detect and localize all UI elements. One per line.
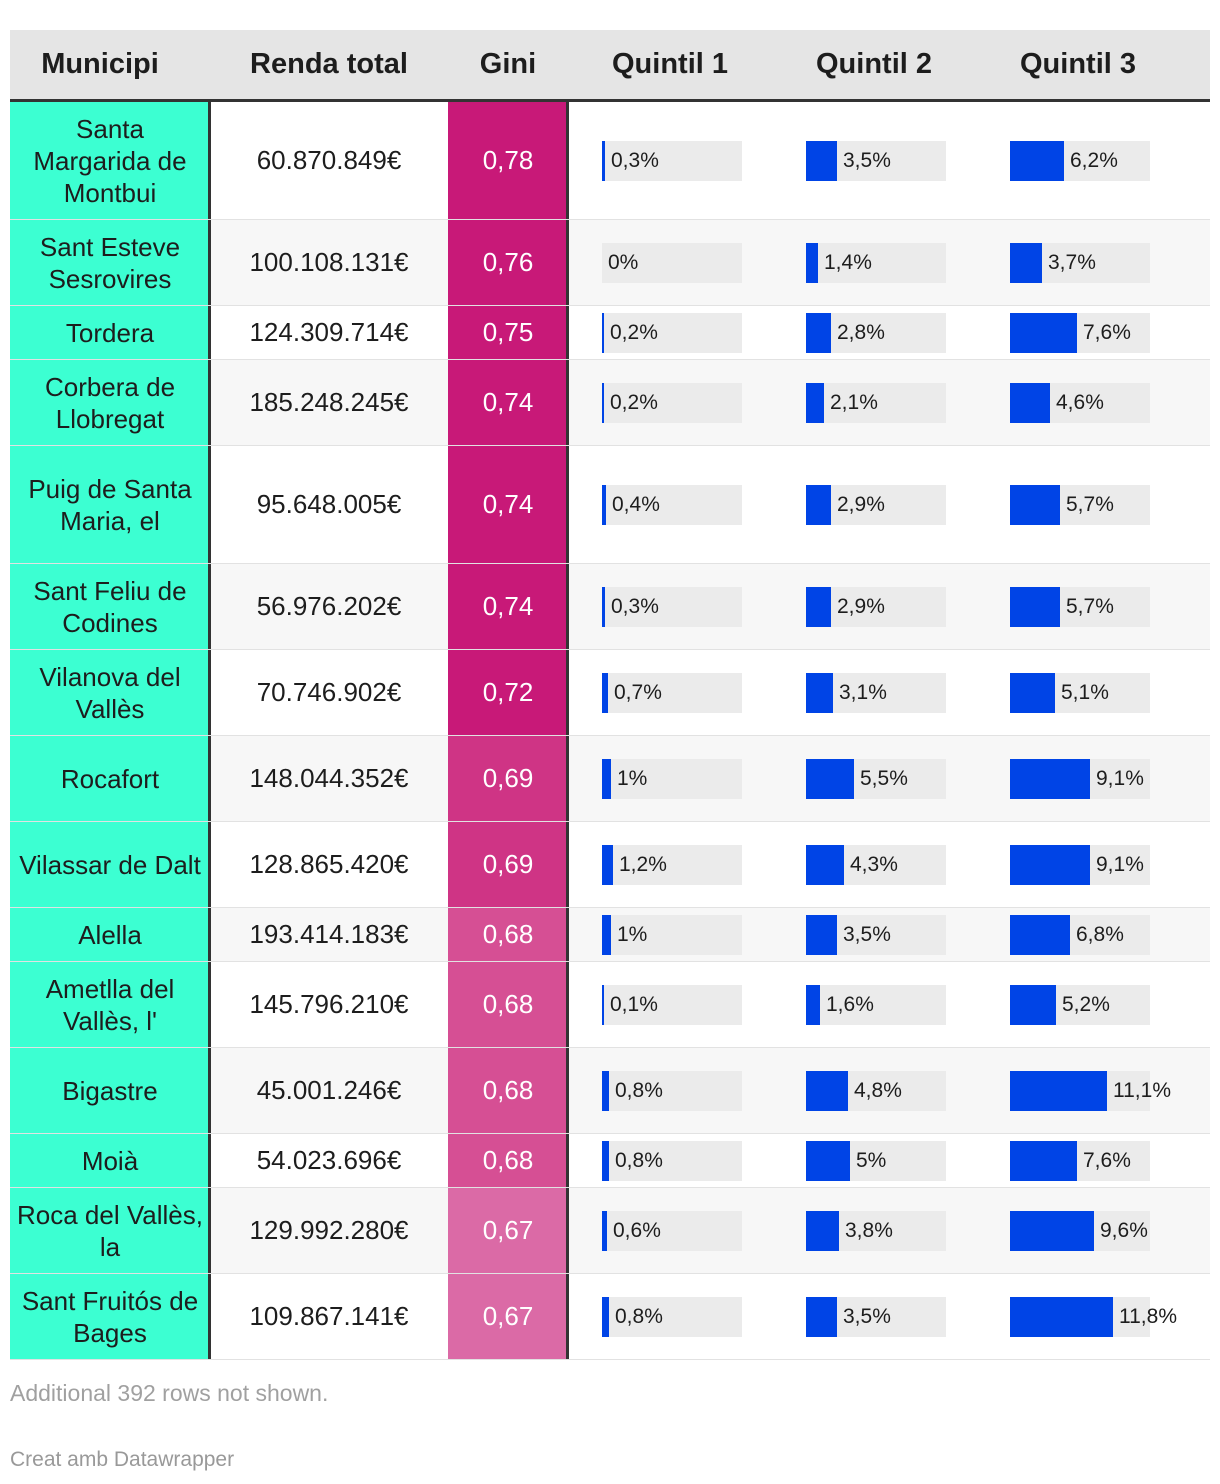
- quintil-3-bar: [1010, 485, 1060, 525]
- renda-total-cell: 193.414.183€: [249, 919, 409, 949]
- municipi-cell: Puig de Santa Maria, el: [10, 446, 210, 563]
- quintil-2-bar: [806, 383, 824, 423]
- table-row: [10, 1274, 1210, 1360]
- quintil-1-label: 1%: [617, 922, 648, 946]
- quintil-3-bar: [1010, 985, 1056, 1025]
- quintil-3-bar: [1010, 1211, 1094, 1251]
- quintil-1-bar: [602, 141, 605, 181]
- quintil-2-bar-track: [806, 1211, 946, 1251]
- quintil-3-bar: [1010, 845, 1090, 885]
- rows-not-shown-note: Additional 392 rows not shown.: [10, 1380, 329, 1406]
- quintil-3-bar-track: [1010, 1211, 1150, 1251]
- renda-total-cell: 54.023.696€: [256, 1145, 402, 1175]
- renda-total-cell: 145.796.210€: [249, 989, 409, 1019]
- renda-total-cell: 56.976.202€: [256, 591, 402, 621]
- quintil-2-label: 1,6%: [826, 992, 874, 1016]
- quintil-1-label: 0%: [608, 250, 639, 274]
- municipi-cell: Rocafort: [10, 736, 210, 821]
- quintil-2-bar: [806, 141, 837, 181]
- quintil-1-bar: [602, 759, 611, 799]
- quintil-1-label: 0,2%: [610, 320, 658, 344]
- quintil-3-bar-track: [1010, 845, 1150, 885]
- table-row: [10, 446, 1210, 564]
- quintil-2-bar: [806, 985, 820, 1025]
- gini-cell: 0,68: [448, 1134, 568, 1187]
- column-divider: [566, 220, 569, 305]
- quintil-3-label: 7,6%: [1083, 320, 1131, 344]
- gini-cell: 0,68: [448, 908, 568, 961]
- quintil-2-bar-track: [806, 915, 946, 955]
- table-row: [10, 908, 1210, 962]
- column-divider: [566, 962, 569, 1047]
- table-row: [10, 564, 1210, 650]
- quintil-3-bar: [1010, 759, 1090, 799]
- renda-total-cell: 124.309.714€: [249, 317, 409, 347]
- table-row: [10, 1048, 1210, 1134]
- quintil-1-bar-track: [602, 383, 742, 423]
- quintil-2-label: 3,5%: [843, 922, 891, 946]
- municipi-cell: Roca del Vallès, la: [10, 1188, 210, 1273]
- quintil-1-bar-track: [602, 845, 742, 885]
- quintil-2-bar: [806, 845, 844, 885]
- datawrapper-credit: Creat amb Datawrapper: [10, 1448, 235, 1471]
- municipi-cell: Sant Fruitós de Bages: [10, 1274, 210, 1359]
- gini-cell: 0,69: [448, 736, 568, 821]
- municipi-cell: Vilanova del Vallès: [10, 650, 210, 735]
- quintil-3-bar: [1010, 313, 1077, 353]
- column-divider: [566, 1134, 569, 1187]
- quintil-2-bar-track: [806, 759, 946, 799]
- quintil-1-bar-track: [602, 243, 742, 283]
- column-divider: [566, 822, 569, 907]
- quintil-1-label: 0,1%: [610, 992, 658, 1016]
- quintil-2-bar-track: [806, 141, 946, 181]
- municipi-cell: Santa Margarida de Montbui: [10, 102, 210, 219]
- renda-total-cell: 100.108.131€: [249, 247, 409, 277]
- quintil-3-bar: [1010, 243, 1042, 283]
- table-header: [10, 30, 1210, 102]
- quintil-1-bar-track: [602, 485, 742, 525]
- quintil-2-bar: [806, 915, 837, 955]
- table-row: [10, 822, 1210, 908]
- quintil-2-label: 4,3%: [850, 852, 898, 876]
- quintil-3-label: 5,7%: [1066, 594, 1114, 618]
- gini-cell: 0,68: [448, 1048, 568, 1133]
- quintil-1-bar: [602, 1071, 609, 1111]
- quintil-3-label: 7,6%: [1083, 1148, 1131, 1172]
- gini-cell: 0,74: [448, 360, 568, 445]
- quintil-3-label: 11,1%: [1113, 1078, 1171, 1102]
- quintil-1-bar: [602, 1211, 607, 1251]
- quintil-2-bar: [806, 673, 833, 713]
- gini-cell: 0,67: [448, 1274, 568, 1359]
- quintil-3-label: 5,7%: [1066, 492, 1114, 516]
- table-row: [10, 220, 1210, 306]
- quintil-1-label: 0,2%: [610, 390, 658, 414]
- table-row: [10, 736, 1210, 822]
- quintil-1-bar: [602, 673, 608, 713]
- quintil-3-bar-track: [1010, 985, 1150, 1025]
- quintil-2-bar: [806, 587, 831, 627]
- quintil-3-bar: [1010, 915, 1070, 955]
- quintil-3-bar: [1010, 587, 1060, 627]
- quintil-2-label: 2,1%: [830, 390, 878, 414]
- quintil-3-bar-track: [1010, 587, 1150, 627]
- quintil-2-bar-track: [806, 243, 946, 283]
- quintil-1-bar: [602, 485, 606, 525]
- quintil-2-bar: [806, 1141, 850, 1181]
- quintil-1-bar: [602, 845, 613, 885]
- column-divider: [566, 650, 569, 735]
- quintil-1-bar-track: [602, 915, 742, 955]
- quintil-1-bar-track: [602, 985, 742, 1025]
- column-divider: [566, 102, 569, 219]
- quintil-3-label: 4,6%: [1056, 390, 1104, 414]
- quintil-2-bar-track: [806, 313, 946, 353]
- data-table: [10, 30, 1210, 1360]
- gini-cell: 0,75: [448, 306, 568, 359]
- column-divider: [566, 564, 569, 649]
- quintil-3-label: 9,1%: [1096, 766, 1144, 790]
- column-divider: [566, 736, 569, 821]
- gini-cell: 0,78: [448, 102, 568, 219]
- quintil-2-label: 1,4%: [824, 250, 872, 274]
- renda-total-cell: 128.865.420€: [249, 849, 409, 879]
- quintil-2-bar-track: [806, 1071, 946, 1111]
- column-divider: [566, 1188, 569, 1273]
- quintil-2-bar-track: [806, 985, 946, 1025]
- quintil-3-bar-track: [1010, 485, 1150, 525]
- quintil-1-label: 0,3%: [611, 148, 659, 172]
- renda-total-cell: 70.746.902€: [256, 677, 402, 707]
- quintil-1-label: 1%: [617, 766, 648, 790]
- quintil-3-bar-track: [1010, 759, 1150, 799]
- quintil-1-bar: [602, 985, 604, 1025]
- quintil-2-bar-track: [806, 673, 946, 713]
- quintil-1-label: 0,8%: [615, 1078, 663, 1102]
- quintil-1-bar-track: [602, 313, 742, 353]
- quintil-1-bar: [602, 587, 605, 627]
- table-row: [10, 306, 1210, 360]
- quintil-3-bar: [1010, 383, 1050, 423]
- column-divider: [566, 908, 569, 961]
- quintil-2-label: 2,8%: [837, 320, 885, 344]
- quintil-1-bar: [602, 1297, 609, 1337]
- quintil-1-bar-track: [602, 587, 742, 627]
- quintil-3-bar-track: [1010, 673, 1150, 713]
- quintil-3-bar-track: [1010, 383, 1150, 423]
- municipi-cell: Alella: [10, 908, 210, 961]
- municipi-cell: Bigastre: [10, 1048, 210, 1133]
- header-municipi[interactable]: Municipi: [41, 48, 159, 80]
- quintil-3-bar: [1010, 1297, 1113, 1337]
- header-quintil-3[interactable]: Quintil 3: [1020, 48, 1136, 80]
- quintil-2-bar: [806, 243, 818, 283]
- table-row: [10, 102, 1210, 220]
- municipi-cell: Ametlla del Vallès, l': [10, 962, 210, 1047]
- municipi-cell: Vilassar de Dalt: [10, 822, 210, 907]
- quintil-1-bar-track: [602, 141, 742, 181]
- renda-total-cell: 109.867.141€: [249, 1301, 409, 1331]
- quintil-1-bar: [602, 915, 611, 955]
- column-divider: [566, 446, 569, 563]
- table-row: [10, 1188, 1210, 1274]
- table-row: [10, 1134, 1210, 1188]
- municipi-cell: Tordera: [10, 306, 210, 359]
- gini-cell: 0,68: [448, 962, 568, 1047]
- quintil-3-label: 9,1%: [1096, 852, 1144, 876]
- quintil-1-bar: [602, 313, 604, 353]
- municipi-cell: Corbera de Llobregat: [10, 360, 210, 445]
- quintil-2-label: 4,8%: [854, 1078, 902, 1102]
- quintil-1-label: 0,4%: [612, 492, 660, 516]
- quintil-2-bar-track: [806, 587, 946, 627]
- municipi-cell: Sant Esteve Sesrovires: [10, 220, 210, 305]
- header-quintil-2[interactable]: Quintil 2: [816, 48, 932, 80]
- quintil-2-bar-track: [806, 1141, 946, 1181]
- quintil-3-bar: [1010, 1071, 1107, 1111]
- renda-total-cell: 129.992.280€: [249, 1215, 409, 1245]
- quintil-1-bar-track: [602, 1297, 742, 1337]
- gini-cell: 0,67: [448, 1188, 568, 1273]
- quintil-3-bar-track: [1010, 313, 1150, 353]
- quintil-3-bar-track: [1010, 915, 1150, 955]
- gini-cell: 0,76: [448, 220, 568, 305]
- renda-total-cell: 148.044.352€: [249, 763, 409, 793]
- quintil-1-label: 0,6%: [613, 1218, 661, 1242]
- header-renda-total[interactable]: Renda total: [250, 48, 408, 80]
- quintil-3-label: 3,7%: [1048, 250, 1096, 274]
- column-divider: [566, 360, 569, 445]
- quintil-2-label: 5%: [856, 1148, 887, 1172]
- quintil-2-label: 2,9%: [837, 492, 885, 516]
- quintil-1-bar: [602, 383, 604, 423]
- quintil-2-bar: [806, 485, 831, 525]
- quintil-1-bar-track: [602, 759, 742, 799]
- quintil-2-label: 3,8%: [845, 1218, 893, 1242]
- quintil-3-label: 9,6%: [1100, 1218, 1148, 1242]
- municipi-cell: Moià: [10, 1134, 210, 1187]
- quintil-3-label: 11,8%: [1119, 1304, 1177, 1328]
- quintil-2-label: 2,9%: [837, 594, 885, 618]
- table-body: [10, 102, 1210, 1360]
- quintil-1-bar-track: [602, 1211, 742, 1251]
- gini-cell: 0,74: [448, 564, 568, 649]
- quintil-2-bar: [806, 313, 831, 353]
- renda-total-cell: 60.870.849€: [256, 145, 402, 175]
- quintil-3-label: 6,2%: [1070, 148, 1118, 172]
- quintil-1-label: 1,2%: [619, 852, 667, 876]
- quintil-3-bar-track: [1010, 1141, 1150, 1181]
- renda-total-cell: 45.001.246€: [256, 1075, 402, 1105]
- quintil-2-bar-track: [806, 383, 946, 423]
- quintil-3-label: 6,8%: [1076, 922, 1124, 946]
- municipi-cell: Sant Feliu de Codines: [10, 564, 210, 649]
- table-row: [10, 650, 1210, 736]
- quintil-1-bar: [602, 1141, 609, 1181]
- column-divider: [566, 306, 569, 359]
- quintil-1-label: 0,8%: [615, 1148, 663, 1172]
- quintil-2-label: 3,5%: [843, 148, 891, 172]
- gini-cell: 0,74: [448, 446, 568, 563]
- quintil-3-bar: [1010, 141, 1064, 181]
- quintil-1-label: 0,7%: [614, 680, 662, 704]
- quintil-1-bar-track: [602, 1141, 742, 1181]
- quintil-2-label: 3,1%: [839, 680, 887, 704]
- quintil-1-bar-track: [602, 673, 742, 713]
- quintil-2-bar-track: [806, 1297, 946, 1337]
- table-row: [10, 360, 1210, 446]
- quintil-2-bar-track: [806, 845, 946, 885]
- quintil-2-label: 5,5%: [860, 766, 908, 790]
- quintil-2-bar: [806, 759, 854, 799]
- gini-cell: 0,69: [448, 822, 568, 907]
- quintil-1-label: 0,8%: [615, 1304, 663, 1328]
- quintil-3-bar-track: [1010, 1071, 1171, 1111]
- table-row: [10, 962, 1210, 1048]
- quintil-2-bar: [806, 1071, 848, 1111]
- quintil-1-label: 0,3%: [611, 594, 659, 618]
- quintil-3-bar-track: [1010, 141, 1150, 181]
- gini-cell: 0,72: [448, 650, 568, 735]
- quintil-2-bar: [806, 1211, 839, 1251]
- column-divider: [566, 1274, 569, 1359]
- renda-total-cell: 185.248.245€: [249, 387, 409, 417]
- quintil-3-label: 5,2%: [1062, 992, 1110, 1016]
- quintil-3-bar: [1010, 673, 1055, 713]
- quintil-2-label: 3,5%: [843, 1304, 891, 1328]
- renda-total-cell: 95.648.005€: [256, 489, 402, 519]
- quintil-3-bar: [1010, 1141, 1077, 1181]
- column-divider: [566, 1048, 569, 1133]
- header-quintil-1[interactable]: Quintil 1: [612, 48, 728, 80]
- quintil-3-bar-track: [1010, 1297, 1177, 1337]
- quintil-2-bar-track: [806, 485, 946, 525]
- quintil-1-bar-track: [602, 1071, 742, 1111]
- quintil-3-label: 5,1%: [1061, 680, 1109, 704]
- quintil-2-bar: [806, 1297, 837, 1337]
- header-gini[interactable]: Gini: [479, 48, 537, 80]
- quintil-3-bar-track: [1010, 243, 1150, 283]
